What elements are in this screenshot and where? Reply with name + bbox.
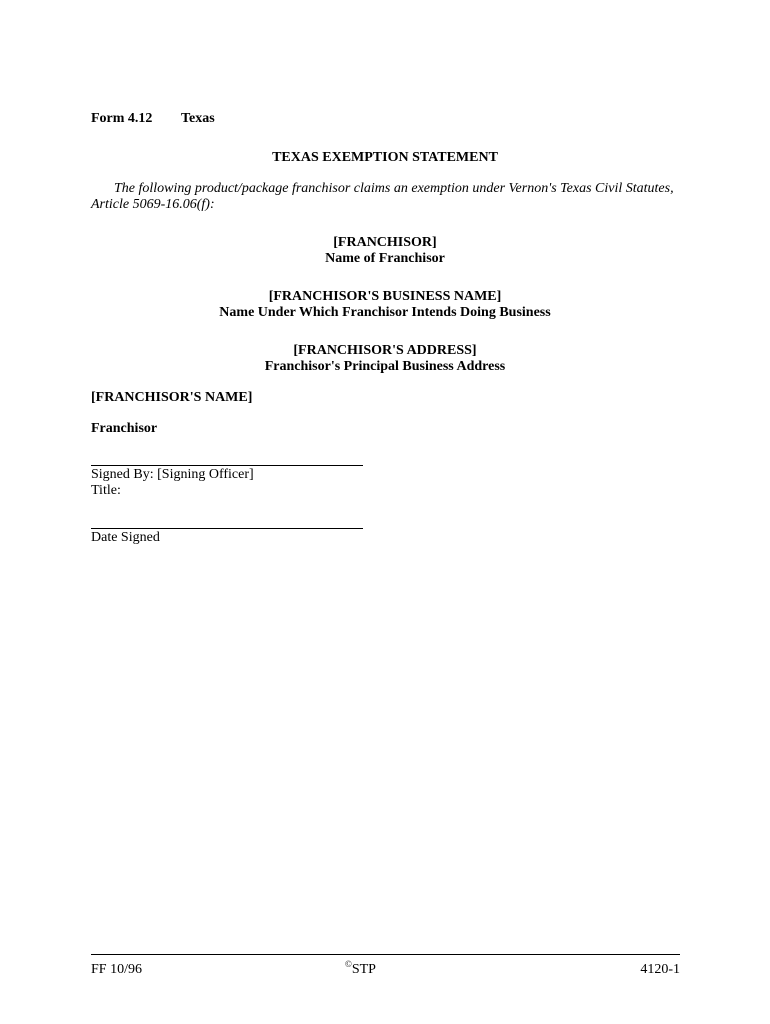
- title-label: Title:: [91, 483, 121, 498]
- footer-copyright: [345, 959, 376, 978]
- form-header: [91, 111, 215, 127]
- page-footer: [91, 959, 680, 980]
- franchisor-name: [FRANCHISOR'S NAME]: [91, 390, 253, 405]
- address-caption: Franchisor's Principal Business Address: [264, 359, 506, 374]
- footer-page-code: 4120-1: [640, 962, 680, 977]
- business-name-placeholder: [FRANCHISOR'S BUSINESS NAME]: [268, 289, 502, 304]
- address-placeholder: [FRANCHISOR'S ADDRESS]: [293, 343, 477, 358]
- footer-form-code: FF 10/96: [91, 962, 142, 977]
- intro-text: The following product/package franchisor claims an exemption under Vernon's Texas Civil Statutes, Article 5069-16.06(f):: [91, 181, 674, 212]
- date-signature-line: [91, 528, 363, 529]
- footer-publisher: STP: [351, 962, 376, 977]
- date-signed-label: Date Signed: [91, 530, 160, 545]
- address-block: [0, 343, 770, 375]
- franchisor-label: Franchisor: [91, 421, 158, 436]
- signed-by-label: Signed By: [Signing Officer]: [91, 467, 254, 482]
- footer-rule: [91, 954, 680, 955]
- business-name-block: [0, 289, 770, 321]
- franchisor-placeholder: [FRANCHISOR]: [333, 235, 437, 250]
- document-title: TEXAS EXEMPTION STATEMENT: [272, 150, 498, 165]
- franchisor-block: [0, 235, 770, 267]
- form-number: Form 4.12: [91, 111, 153, 126]
- signature-line: [91, 465, 363, 466]
- copyright-symbol: ©: [345, 959, 352, 969]
- franchisor-caption: Name of Franchisor: [325, 251, 445, 266]
- business-name-caption: Name Under Which Franchisor Intends Doing Business: [219, 305, 551, 320]
- form-state: Texas: [181, 111, 215, 126]
- intro-paragraph: [91, 181, 681, 213]
